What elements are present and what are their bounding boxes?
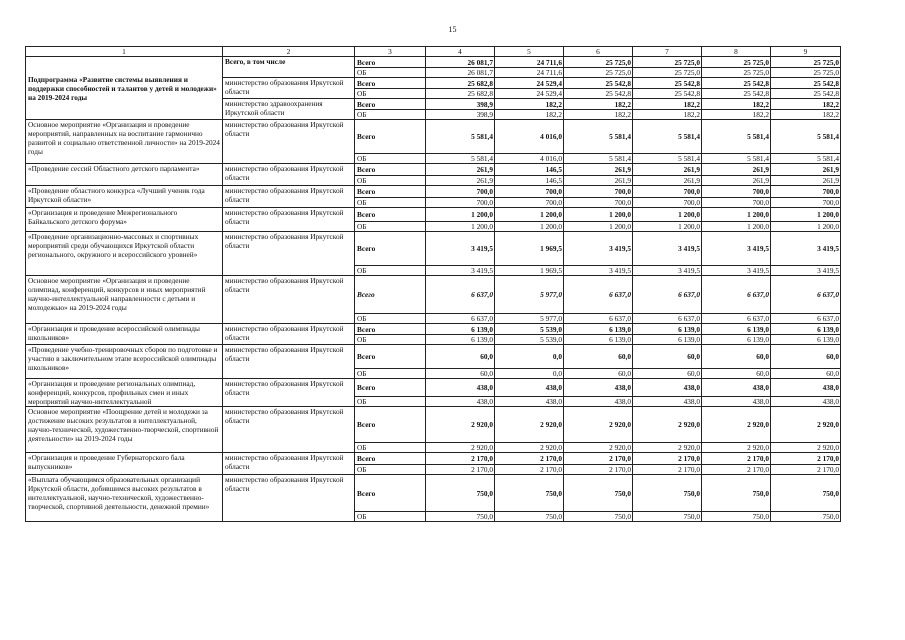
executor: министерство образования Иркутской области (223, 324, 355, 345)
table-row (26, 186, 841, 198)
funding-source: ОБ (355, 198, 426, 208)
value-cell: 2 920,0 (564, 407, 633, 443)
value-cell: 6 637,0 (702, 276, 771, 314)
value-cell: 5 581,4 (426, 120, 495, 154)
value-cell: 25 542,8 (633, 89, 702, 99)
value-cell: 6 637,0 (633, 276, 702, 314)
funding-source: Всего (355, 324, 426, 335)
value-cell: 700,0 (495, 186, 564, 198)
value-cell: 24 529,4 (495, 89, 564, 99)
value-cell: 1 200,0 (771, 222, 841, 232)
header-cell: 3 (355, 47, 426, 57)
value-cell: 438,0 (771, 396, 841, 406)
value-cell: 700,0 (495, 198, 564, 208)
value-cell: 146,5 (495, 176, 564, 186)
value-cell: 60,0 (702, 369, 771, 379)
activity-name: «Организация и проведение Межрегионального Байкальского детского форума» (26, 208, 223, 232)
funding-source: Всего (355, 379, 426, 397)
value-cell: 1 200,0 (702, 222, 771, 232)
value-cell: 2 170,0 (564, 465, 633, 475)
value-cell: 2 170,0 (633, 453, 702, 465)
value-cell: 700,0 (633, 198, 702, 208)
value-cell: 6 637,0 (564, 276, 633, 314)
activity-name: «Проведение учебно-тренировочных сборов по подготовке и участию в заключительном этапе всероссийской олимпиады школьников» (26, 345, 223, 379)
value-cell: 25 725,0 (633, 68, 702, 78)
value-cell: 25 725,0 (633, 57, 702, 68)
activity-name: «Организация и проведение Губернаторского бала выпускников» (26, 453, 223, 475)
value-cell: 6 637,0 (426, 314, 495, 324)
funding-source: Всего (355, 475, 426, 512)
value-cell: 5 581,4 (702, 120, 771, 154)
value-cell: 700,0 (564, 186, 633, 198)
value-cell: 438,0 (633, 379, 702, 397)
value-cell: 182,2 (495, 110, 564, 120)
value-cell: 1 200,0 (702, 208, 771, 222)
value-cell: 438,0 (495, 396, 564, 406)
value-cell: 25 542,8 (702, 89, 771, 99)
value-cell: 6 637,0 (702, 314, 771, 324)
value-cell: 750,0 (426, 475, 495, 512)
value-cell: 6 139,0 (426, 324, 495, 335)
header-row (26, 47, 841, 57)
value-cell: 1 969,5 (495, 232, 564, 266)
value-cell: 700,0 (633, 186, 702, 198)
value-cell: 398,9 (426, 110, 495, 120)
activity-name: Основное мероприятие «Организация и проведение олимпиад, конференций, конкурсов и иных мероприятий научно-интеллектуальной направленности с детьми и молодежью» на 2019-2024 годы (26, 276, 223, 324)
value-cell: 5 581,4 (633, 154, 702, 164)
activity-name: «Организация и проведение региональных олимпиад, конференций, конкурсов, профильных смен и иных мероприятий научно-интеллектуальной (26, 379, 223, 407)
value-cell: 261,9 (426, 176, 495, 186)
value-cell: 60,0 (702, 345, 771, 369)
value-cell: 25 725,0 (771, 68, 841, 78)
table-row (26, 276, 841, 314)
header-cell: 6 (564, 47, 633, 57)
value-cell: 6 139,0 (564, 324, 633, 335)
funding-source: ОБ (355, 176, 426, 186)
value-cell: 3 419,5 (564, 266, 633, 276)
value-cell: 6 637,0 (771, 314, 841, 324)
value-cell: 750,0 (495, 475, 564, 512)
value-cell: 261,9 (771, 176, 841, 186)
value-cell: 6 139,0 (564, 335, 633, 345)
value-cell: 5 581,4 (633, 120, 702, 154)
executor: министерство образования Иркутской области (223, 208, 355, 232)
value-cell: 24 529,4 (495, 78, 564, 89)
value-cell: 2 170,0 (702, 465, 771, 475)
value-cell: 750,0 (771, 475, 841, 512)
funding-source: ОБ (355, 154, 426, 164)
executor: министерство образования Иркутской области (223, 164, 355, 186)
value-cell: 6 637,0 (633, 314, 702, 324)
funding-source: ОБ (355, 465, 426, 475)
value-cell: 2 920,0 (495, 443, 564, 453)
value-cell: 60,0 (771, 369, 841, 379)
value-cell: 700,0 (426, 198, 495, 208)
executor: министерство здравоохранения Иркутской области (223, 99, 355, 120)
funding-source: Всего (355, 164, 426, 176)
executor: министерство образования Иркутской области (223, 407, 355, 453)
activity-name: Подпрограмма «Развитие системы выявления и поддержки способностей и талантов у детей и молодежи» на 2019-2024 годы (26, 57, 223, 120)
activity-name: «Проведение сессий Областного детского парламента» (26, 164, 223, 186)
executor: министерство образования Иркутской области (223, 78, 355, 99)
value-cell: 750,0 (564, 512, 633, 522)
executor: министерство образования Иркутской области (223, 475, 355, 522)
activity-name: «Проведение организационно-массовых и спортивных мероприятий среди обучающихся Иркутской области регионального, окружного и всероссийского уровней» (26, 232, 223, 276)
funding-source: Всего (355, 208, 426, 222)
activity-name: «Выплата обучающимся образовательных организаций Иркутской области, добившимся высоких результатов в интеллектуальной, научно-технической, художественно-творческой, спортивной деятельности, денежной премии» (26, 475, 223, 522)
funding-source: Всего (355, 57, 426, 68)
value-cell: 1 200,0 (426, 222, 495, 232)
table-row (26, 324, 841, 335)
value-cell: 2 920,0 (426, 407, 495, 443)
activity-name: Основное мероприятие «Поощрение детей и молодежи за достижение высоких результатов в интеллектуальной, научно-технической, художественно-творческой, спортивной деятельности» на 2019-2024 годы (26, 407, 223, 453)
funding-source: ОБ (355, 396, 426, 406)
value-cell: 6 637,0 (426, 276, 495, 314)
funding-source: Всего (355, 276, 426, 314)
value-cell: 2 170,0 (495, 453, 564, 465)
activity-name: «Проведение областного конкурса «Лучший ученик года Иркутской области» (26, 186, 223, 208)
funding-source: ОБ (355, 443, 426, 453)
value-cell: 261,9 (633, 176, 702, 186)
value-cell: 261,9 (702, 164, 771, 176)
value-cell: 182,2 (702, 99, 771, 110)
funding-source: Всего (355, 186, 426, 198)
value-cell: 398,9 (426, 99, 495, 110)
value-cell: 25 725,0 (702, 57, 771, 68)
value-cell: 5 539,0 (495, 324, 564, 335)
value-cell: 261,9 (426, 164, 495, 176)
table-row (26, 164, 841, 176)
value-cell: 25 725,0 (771, 57, 841, 68)
activity-name: «Организация и проведение всероссийской олимпиады школьников» (26, 324, 223, 345)
table-row (26, 345, 841, 369)
value-cell: 2 170,0 (633, 465, 702, 475)
value-cell: 5 539,0 (495, 335, 564, 345)
value-cell: 2 920,0 (633, 443, 702, 453)
value-cell: 1 200,0 (633, 222, 702, 232)
value-cell: 5 977,0 (495, 276, 564, 314)
value-cell: 438,0 (426, 379, 495, 397)
value-cell: 438,0 (633, 396, 702, 406)
value-cell: 700,0 (702, 198, 771, 208)
value-cell: 6 139,0 (426, 335, 495, 345)
value-cell: 2 170,0 (771, 465, 841, 475)
value-cell: 438,0 (702, 396, 771, 406)
value-cell: 2 170,0 (702, 453, 771, 465)
activity-name: Основное мероприятие «Организация и проведение мероприятий, направленных на воспитание гармонично развитой и социально ответственной личности» на 2019-2024 годы (26, 120, 223, 164)
value-cell: 182,2 (633, 110, 702, 120)
value-cell: 146,5 (495, 164, 564, 176)
header-cell: 4 (426, 47, 495, 57)
value-cell: 2 920,0 (633, 407, 702, 443)
value-cell: 24 711,6 (495, 68, 564, 78)
value-cell: 750,0 (633, 475, 702, 512)
value-cell: 25 542,8 (564, 78, 633, 89)
table-row (26, 208, 841, 222)
executor: министерство образования Иркутской области (223, 345, 355, 379)
value-cell: 5 581,4 (564, 120, 633, 154)
value-cell: 5 581,4 (564, 154, 633, 164)
value-cell: 25 542,8 (564, 89, 633, 99)
funding-source: ОБ (355, 266, 426, 276)
executor: министерство образования Иркутской области (223, 379, 355, 407)
funding-source: Всего (355, 453, 426, 465)
funding-source: ОБ (355, 222, 426, 232)
table-row (26, 453, 841, 465)
funding-source: Всего (355, 78, 426, 89)
value-cell: 25 725,0 (564, 68, 633, 78)
executor: министерство образования Иркутской области (223, 453, 355, 475)
value-cell: 1 200,0 (633, 208, 702, 222)
value-cell: 25 542,8 (633, 78, 702, 89)
value-cell: 60,0 (771, 345, 841, 369)
value-cell: 60,0 (633, 369, 702, 379)
value-cell: 5 977,0 (495, 314, 564, 324)
value-cell: 3 419,5 (564, 232, 633, 266)
value-cell: 60,0 (633, 345, 702, 369)
header-cell: 1 (26, 47, 223, 57)
value-cell: 2 170,0 (495, 465, 564, 475)
value-cell: 700,0 (426, 186, 495, 198)
value-cell: 2 170,0 (771, 453, 841, 465)
value-cell: 2 170,0 (426, 453, 495, 465)
executor: министерство образования Иркутской области (223, 120, 355, 164)
value-cell: 5 581,4 (426, 154, 495, 164)
value-cell: 438,0 (771, 379, 841, 397)
value-cell: 60,0 (564, 369, 633, 379)
value-cell: 60,0 (426, 369, 495, 379)
value-cell: 25 725,0 (702, 68, 771, 78)
value-cell: 6 637,0 (564, 314, 633, 324)
value-cell: 2 920,0 (771, 407, 841, 443)
value-cell: 182,2 (564, 99, 633, 110)
value-cell: 700,0 (771, 186, 841, 198)
funding-source: Всего (355, 345, 426, 369)
value-cell: 5 581,4 (771, 154, 841, 164)
value-cell: 2 920,0 (702, 443, 771, 453)
value-cell: 2 920,0 (495, 407, 564, 443)
value-cell: 1 200,0 (426, 208, 495, 222)
value-cell: 24 711,6 (495, 57, 564, 68)
value-cell: 182,2 (771, 110, 841, 120)
budget-table (25, 46, 841, 522)
value-cell: 1 200,0 (495, 222, 564, 232)
value-cell: 5 581,4 (702, 154, 771, 164)
value-cell: 2 920,0 (426, 443, 495, 453)
value-cell: 750,0 (771, 512, 841, 522)
value-cell: 3 419,5 (702, 266, 771, 276)
value-cell: 6 139,0 (771, 335, 841, 345)
value-cell: 182,2 (771, 99, 841, 110)
funding-source: ОБ (355, 369, 426, 379)
value-cell: 182,2 (564, 110, 633, 120)
funding-source: ОБ (355, 512, 426, 522)
value-cell: 700,0 (564, 198, 633, 208)
value-cell: 2 920,0 (771, 443, 841, 453)
value-cell: 438,0 (426, 396, 495, 406)
value-cell: 750,0 (426, 512, 495, 522)
value-cell: 182,2 (495, 99, 564, 110)
value-cell: 25 542,8 (771, 78, 841, 89)
value-cell: 438,0 (564, 379, 633, 397)
value-cell: 60,0 (426, 345, 495, 369)
value-cell: 261,9 (564, 176, 633, 186)
value-cell: 3 419,5 (426, 232, 495, 266)
funding-source: ОБ (355, 110, 426, 120)
value-cell: 6 139,0 (771, 324, 841, 335)
value-cell: 182,2 (633, 99, 702, 110)
value-cell: 1 200,0 (495, 208, 564, 222)
funding-source: Всего (355, 120, 426, 154)
value-cell: 438,0 (702, 379, 771, 397)
value-cell: 26 081,7 (426, 68, 495, 78)
executor: министерство образования Иркутской области (223, 186, 355, 208)
funding-source: ОБ (355, 68, 426, 78)
value-cell: 2 170,0 (426, 465, 495, 475)
value-cell: 0,0 (495, 345, 564, 369)
value-cell: 2 920,0 (564, 443, 633, 453)
value-cell: 1 200,0 (564, 222, 633, 232)
value-cell: 700,0 (702, 186, 771, 198)
value-cell: 2 170,0 (564, 453, 633, 465)
value-cell: 25 542,8 (702, 78, 771, 89)
value-cell: 1 200,0 (564, 208, 633, 222)
value-cell: 750,0 (702, 512, 771, 522)
value-cell: 6 139,0 (633, 324, 702, 335)
value-cell: 3 419,5 (702, 232, 771, 266)
funding-source: ОБ (355, 335, 426, 345)
value-cell: 4 016,0 (495, 120, 564, 154)
value-cell: 261,9 (564, 164, 633, 176)
value-cell: 6 637,0 (771, 276, 841, 314)
value-cell: 2 920,0 (702, 407, 771, 443)
value-cell: 6 139,0 (702, 324, 771, 335)
header-cell: 9 (771, 47, 841, 57)
value-cell: 261,9 (633, 164, 702, 176)
value-cell: 3 419,5 (633, 266, 702, 276)
value-cell: 750,0 (633, 512, 702, 522)
value-cell: 25 725,0 (564, 57, 633, 68)
value-cell: 6 139,0 (633, 335, 702, 345)
value-cell: 438,0 (564, 396, 633, 406)
value-cell: 750,0 (495, 512, 564, 522)
value-cell: 261,9 (771, 164, 841, 176)
value-cell: 750,0 (564, 475, 633, 512)
header-cell: 5 (495, 47, 564, 57)
funding-source: Всего (355, 232, 426, 266)
value-cell: 6 139,0 (702, 335, 771, 345)
executor: министерство образования Иркутской области (223, 276, 355, 324)
funding-source: Всего (355, 407, 426, 443)
header-cell: 7 (633, 47, 702, 57)
table-row (26, 232, 841, 266)
value-cell: 1 200,0 (771, 208, 841, 222)
table-row (26, 120, 841, 154)
value-cell: 438,0 (495, 379, 564, 397)
value-cell: 25 682,8 (426, 89, 495, 99)
table-row (26, 379, 841, 397)
value-cell: 26 081,7 (426, 57, 495, 68)
value-cell: 3 419,5 (633, 232, 702, 266)
table-row (26, 475, 841, 512)
value-cell: 5 581,4 (771, 120, 841, 154)
executor: министерство образования Иркутской области (223, 232, 355, 276)
executor: Всего, в том числе (223, 57, 355, 78)
value-cell: 750,0 (702, 475, 771, 512)
value-cell: 3 419,5 (771, 232, 841, 266)
header-cell: 8 (702, 47, 771, 57)
funding-source: ОБ (355, 89, 426, 99)
funding-source: ОБ (355, 314, 426, 324)
table-row (26, 407, 841, 443)
value-cell: 0,0 (495, 369, 564, 379)
value-cell: 25 542,8 (771, 89, 841, 99)
value-cell: 3 419,5 (771, 266, 841, 276)
table-row (26, 57, 841, 68)
value-cell: 1 969,5 (495, 266, 564, 276)
page-number: 15 (448, 25, 457, 34)
value-cell: 182,2 (702, 110, 771, 120)
value-cell: 25 682,8 (426, 78, 495, 89)
funding-source: Всего (355, 99, 426, 110)
value-cell: 261,9 (702, 176, 771, 186)
header-cell: 2 (223, 47, 355, 57)
value-cell: 700,0 (771, 198, 841, 208)
value-cell: 4 016,0 (495, 154, 564, 164)
value-cell: 3 419,5 (426, 266, 495, 276)
value-cell: 60,0 (564, 345, 633, 369)
